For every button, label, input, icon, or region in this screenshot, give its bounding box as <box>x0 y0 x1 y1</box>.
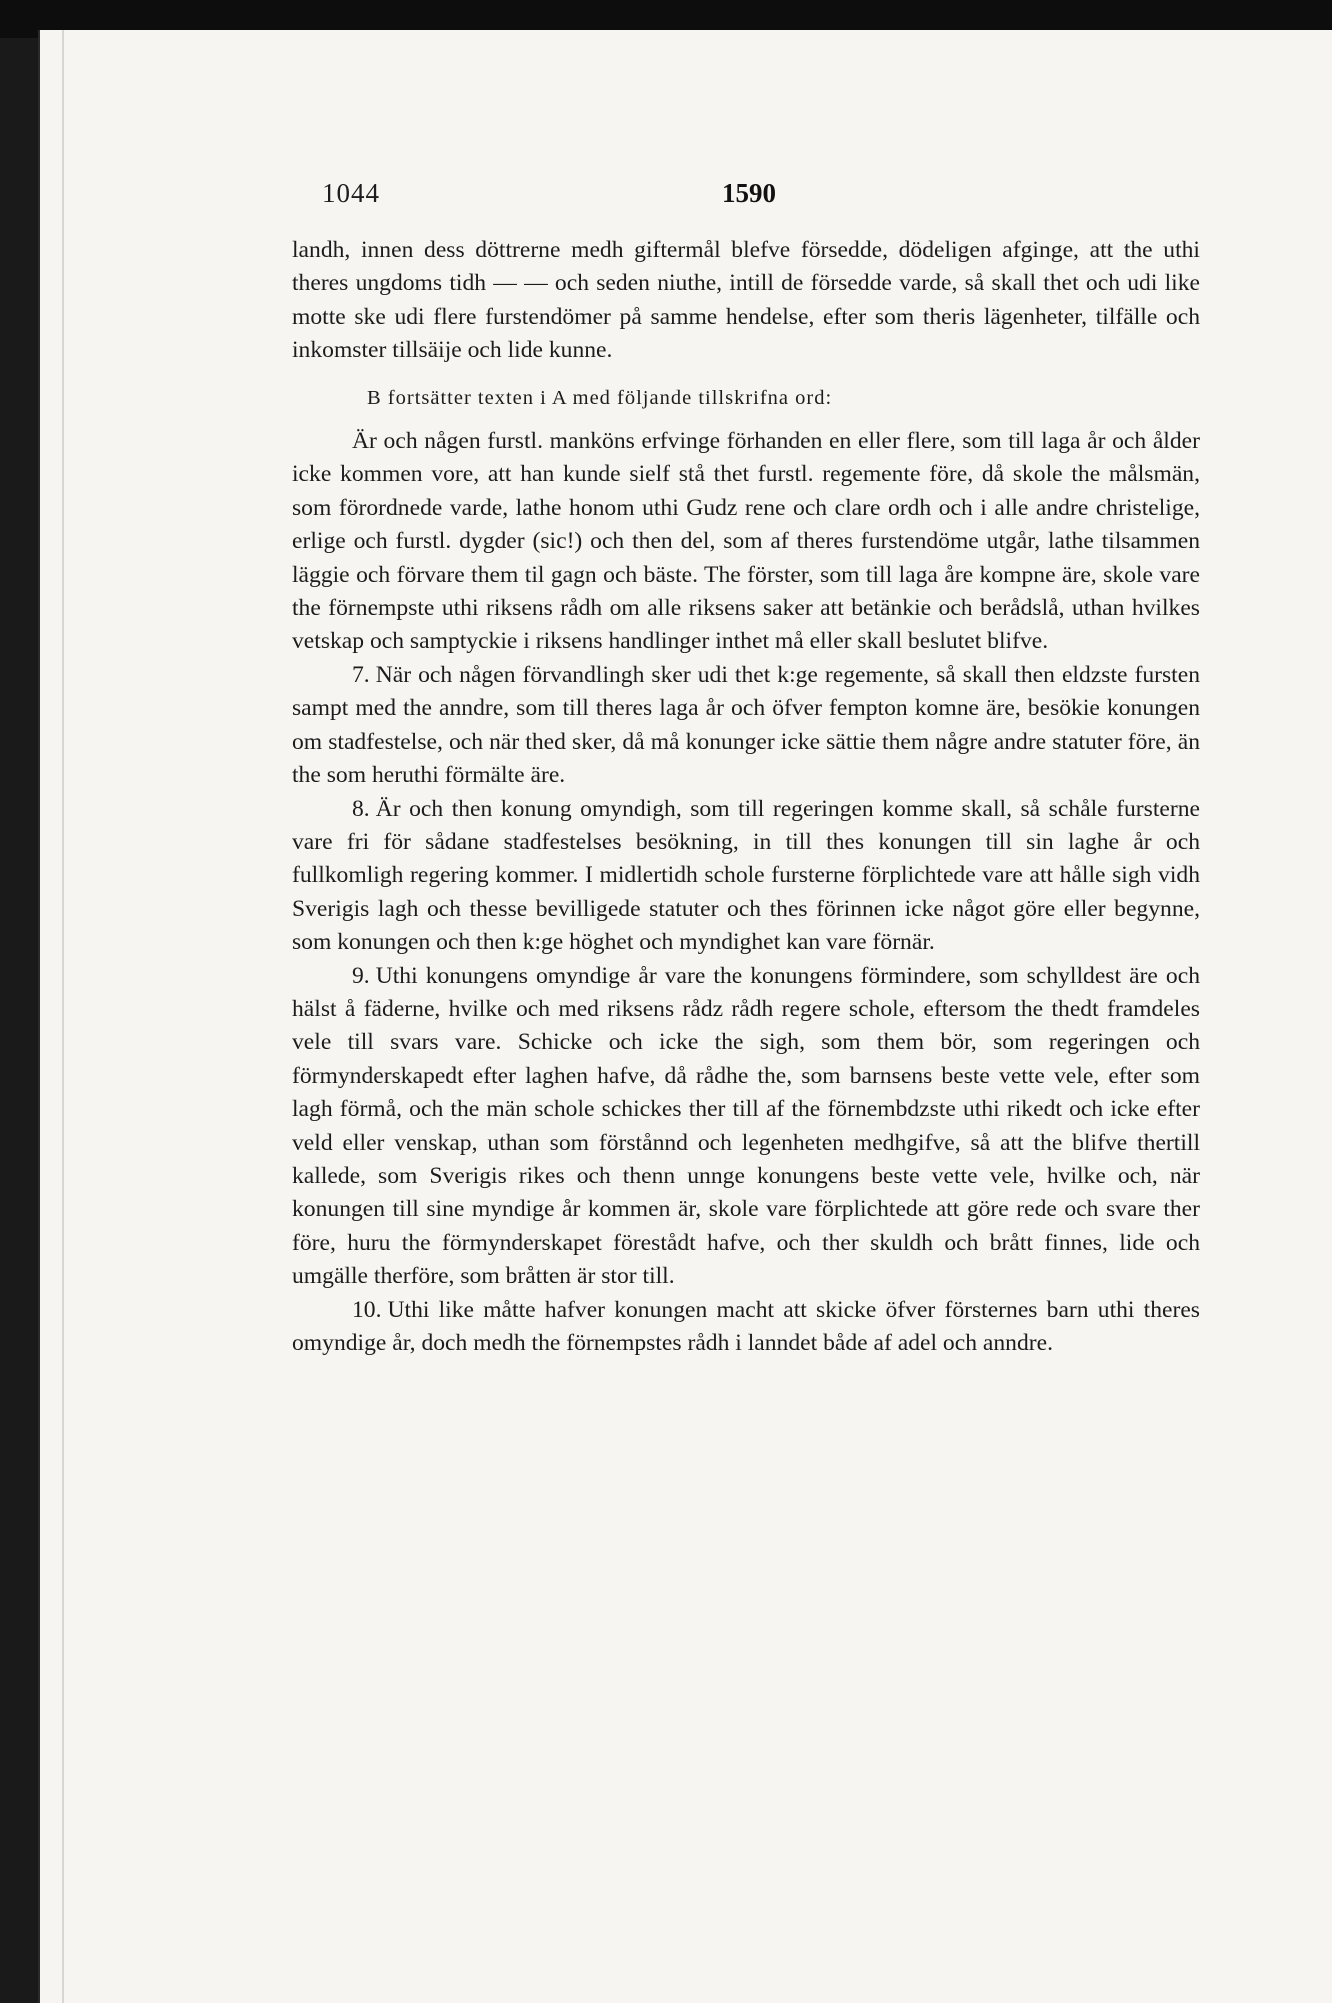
section-8 <box>292 793 1200 960</box>
section-text: Uthi like måtte hafver konungen macht att skicke öfver försternes barn uthi theres omyndige år, doch medh the förnempstes rådh i lanndet både af adel och anndre. <box>292 1296 1200 1356</box>
section-text: Är och then konung omyndigh, som till regeringen komme skall, så schåle fursterne vare fri för sådane stadfestelses besökning, in till thes konungen till sin laghe år och fullkomligh regering kommer. I midlertidh schole fursterne förplichtede vare att hålle sigh vidh Sverigis lagh och thesse bevilligede statuter och thes förinnen icke något göre eller begynne, som konungen och then k:ge höghet och myndighet kan vare förnär. <box>292 795 1200 956</box>
page-number: 1044 <box>322 178 380 208</box>
section-9 <box>292 960 1200 1294</box>
section-number: 9. <box>352 962 370 989</box>
section-10 <box>292 1294 1200 1361</box>
section-7 <box>292 659 1200 793</box>
section-number: 10. <box>352 1296 382 1323</box>
quoted-paragraph: Är och någen furstl. manköns erfvinge förhanden en eller flere, som till laga år och ålder icke kommen vore, att han kunde sielf stå thet furstl. regemente före, då skole the målsmän, som förordnede varde, lathe honom uthi Gudz rene och clare ordh och i alle andre christelige, erlige och furstl. dygder (sic!) och then del, som af theres furstendöme utgår, lathe tilsammen läggie och förvare them til gagn och bäste. The förster, som till laga åre kompne äre, skole vare the förnempste uthi riksens rådh om alle riksens saker att betänkie och berådslå, uthan hvilkes vetskap och samptyckie i riksens handlinger inthet må eller skall beslutet blifve. <box>292 428 1200 655</box>
editorial-note: B fortsätter texten i A med följande tillskrifna ord: <box>367 386 833 409</box>
section-number: 7. <box>352 661 370 688</box>
section-text: Uthi konungens omyndige år vare the konungens förmindere, som schylldest äre och hälst å fäderne, hvilke och med riksens rådz rådh regere schole, eftersom the thedt framdeles vele till svars vare. Schicke och icke the sigh, som them bör, som regeringen och förmynderskapedt efter laghen hafve, då rådhe the, som barnsens beste vette vele, efter som lagh förmå, och the män schole schickes ther till af the förnembdzste uthi rikedt och icke efter veld eller venskap, uthan som förstånnd och legenheten medhgifve, så att the blifve thertill kallede, som Sverigis rikes och thenn unnge konungens beste vette vele, hvilke och, när konungen till sine myndige år kommen är, skole vare förplichtede att göre rede och svare ther före, huru the förmynderskapet förestådt hafve, och ther skuldh och brått finnes, lide och umgälle therföre, som bråtten är stor till. <box>292 962 1200 1290</box>
section-text: När och någen förvandlingh sker udi thet k:ge regemente, så skall then eldzste fursten sampt med the anndre, som till theres laga år och öfver fempton komne äre, besökie konungen om stadfestelse, och när thed sker, då må konunger icke sättie them någre andre statuter före, än the som heruthi förmälte äre. <box>292 661 1200 789</box>
running-head-year: 1590 <box>722 178 776 208</box>
page-header <box>322 178 1222 218</box>
page-edge <box>62 30 64 2003</box>
opening-paragraph: landh, innen dess döttrerne medh giftermål blefve försedde, dödeligen afginge, att the uthi theres ungdoms tidh — — och seden niuthe, intill de försedde varde, så skall thet och udi like motte ske udi flere furstendömer på samme hendelse, efter som theris lägenheter, tilfälle och inkomster tillsäije och lide kunne. <box>292 237 1200 364</box>
main-text <box>292 234 1200 1360</box>
section-number: 8. <box>352 795 370 822</box>
